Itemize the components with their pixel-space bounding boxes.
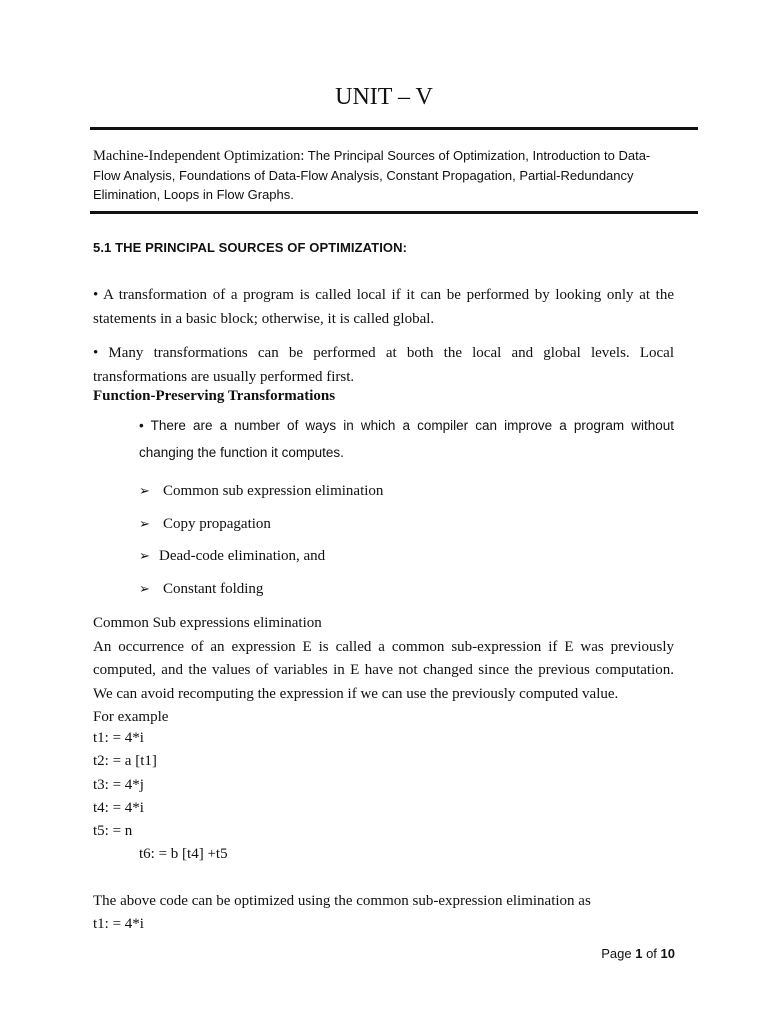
list-item-label: Copy propagation [163, 516, 271, 532]
bottom-divider [90, 211, 698, 214]
cse-section [93, 612, 674, 730]
arrow-bullet-icon: ➢ [139, 516, 150, 531]
arrow-bullet-icon: ➢ [139, 548, 150, 563]
paragraph-compiler-improve: • There are a number of ways in which a compiler can improve a program without changing the function it computes. [139, 418, 674, 460]
intro-lead: Machine-Independent Optimization: [93, 148, 305, 164]
optimization-note: The above code can be optimized using the common sub-expression elimination as [93, 893, 591, 909]
code-line: t5: = n [93, 823, 133, 839]
page-title: UNIT – V [335, 84, 433, 110]
page-label: Page [601, 946, 632, 961]
list-item [139, 548, 325, 570]
list-item-label: Dead-code elimination, and [159, 548, 326, 564]
list-item-label: Common sub expression elimination [163, 483, 384, 499]
list-item [139, 516, 271, 538]
section-heading: 5.1 THE PRINCIPAL SOURCES OF OPTIMIZATION: [93, 240, 408, 255]
cse-body: An occurrence of an expression E is called a common sub-expression if E was previously computed, and the values of variables in E have not changed since the previous computation. We can avoid recomputing the expression if we can use the previously computed value. [93, 638, 674, 702]
code-line: t4: = 4*i [93, 800, 144, 816]
code-line: t6: = b [t4] +t5 [139, 846, 228, 862]
current-page: 1 [635, 946, 643, 961]
arrow-bullet-icon: ➢ [139, 483, 150, 498]
list-item [139, 581, 263, 603]
example-label: For example [93, 709, 169, 725]
top-divider [90, 127, 698, 130]
cse-heading: Common Sub expressions elimination [93, 615, 322, 631]
arrow-bullet-icon: ➢ [139, 581, 150, 596]
code-line: t1: = 4*i [93, 730, 144, 746]
list-item-label: Constant folding [163, 581, 264, 597]
total-pages: 10 [660, 946, 675, 961]
subheading-function-preserving: Function-Preserving Transformations [93, 388, 336, 404]
paragraph-levels: • Many transformations can be performed at both the local and global levels. Local transformations are usually performed first. [93, 345, 674, 385]
page-number [601, 946, 675, 961]
page-of: of [646, 946, 657, 961]
code-line: t2: = a [t1] [93, 753, 157, 769]
code-line: t3: = 4*j [93, 777, 144, 793]
paragraph-local-global: • A transformation of a program is called local if it can be performed by looking only at the statements in a basic block; otherwise, it is called global. [93, 287, 674, 327]
code-line: t1: = 4*i [93, 916, 144, 932]
unit-intro [93, 146, 663, 204]
list-item [139, 483, 383, 505]
intro-topics: The Principal Sources of Optimization, Introduction to Data-Flow Analysis, Foundations of Data-Flow Analysis, Constant Propagation, Partial-Redundancy Elimination, Loops in Flow Graphs. [93, 148, 651, 202]
